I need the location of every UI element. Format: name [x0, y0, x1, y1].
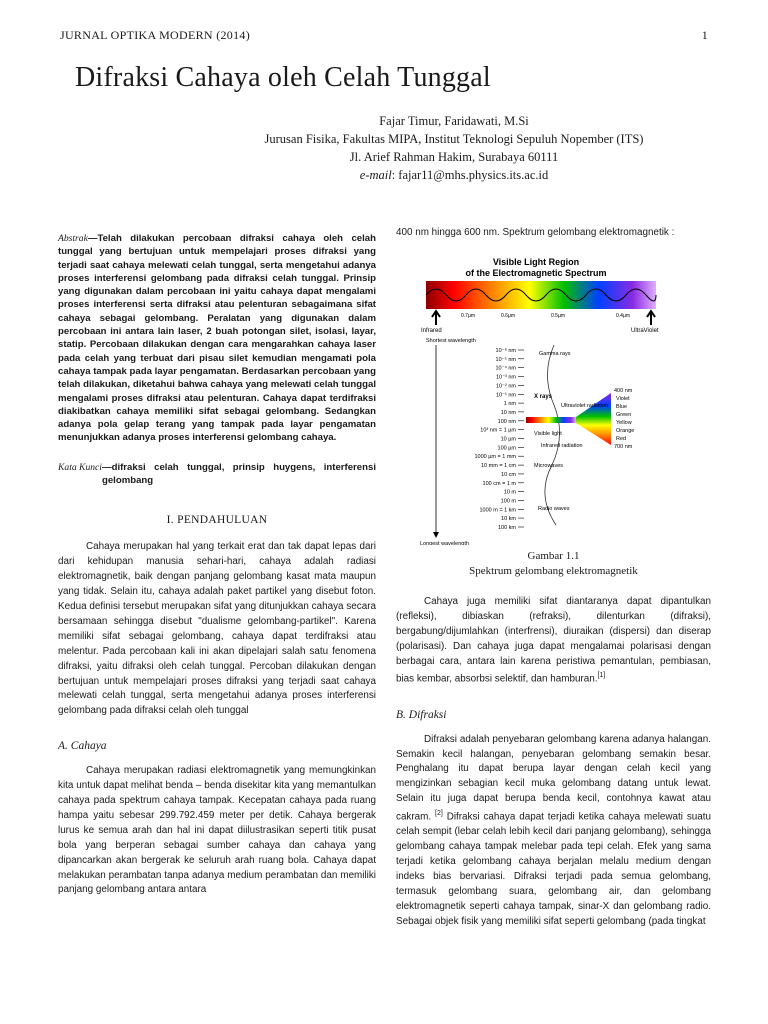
fig-title-1: Visible Light Region [492, 256, 580, 267]
region-xrays: X rays [534, 393, 553, 400]
color-700nm: 700 nm [614, 443, 633, 450]
scale-label: 10 m [503, 489, 516, 496]
spectrum-intro: 400 nm hingga 600 nm. Spektrum gelombang elektromagnetik : [396, 227, 675, 238]
visible-strip [526, 417, 576, 423]
color-orange: Orange [616, 427, 635, 434]
scale-arrow-icon [433, 532, 439, 538]
visible-band [426, 281, 656, 309]
region-radio: Radio waves [538, 505, 570, 512]
author-block [200, 112, 708, 184]
email-label: e-mail [359, 168, 392, 182]
email-line [200, 166, 708, 184]
subsection-heading-cahaya: A. Cahaya [58, 740, 107, 753]
scale-label: 1 nm [503, 401, 516, 408]
em-spectrum-diagram [406, 255, 666, 545]
abstract-text: —Telah dilakukan percobaan difraksi cahaya oleh celah tunggal yang bertujuan untuk mempelajari proses difraksi yang terjadi saat cahaya melewati celah tunggal, serta mengetahui adanya proses interferensi gelombang pada difraksi celah tunggal. Prinsip yang digunakan dalam percobaan ini yaitu cahaya dapat mengalami proses interferensi serta difraksi atau pelenturan sebagaimana sifat cahaya sebagai gelombang. Peralatan yang digunakan dalam percobaan ini antara lain laser, 2 buah potongan silet, isolasi, layar, statip. Percobaan dilakukan dengan cara mengarahkan cahaya laser pada celah yang terbuat dari pisau silet kemudian mengamati pola cahaya tampak pada layar pengamatan. Berdasarkan percobaan yang telah dilakukan, diketahui bahwa cahaya yang melewati celah tunggal mengalami proses difraksi atau pelenturan. Cahaya dapat terdifraksi diakibatkan cahaya memiliki sifat sebagai gelombang. Sedangkan adanya pola gelap terang yang tampak pada layar pengamatan menunjukkan adanya proses interferensi gelombang cahaya. [58, 233, 376, 444]
longest-label: Longest wavelength [420, 540, 469, 545]
color-400nm: 400 nm [614, 387, 633, 394]
color-violet: Violet [616, 395, 630, 402]
scale-label: 10 km [501, 516, 516, 523]
abstract-label: Abstrak [58, 233, 88, 244]
ultraviolet-label: UltraViolet [631, 327, 659, 334]
page-number: 1 [701, 28, 708, 42]
scale-label: 100 µm [497, 445, 516, 452]
infrared-label: Infrared [421, 327, 442, 334]
fig-title-2: of the Electromagnetic Spectrum [465, 267, 607, 278]
journal-title: JURNAL OPTIKA MODERN (2014) [60, 28, 250, 42]
scale-label: 10³ nm = 1 µm [480, 427, 516, 434]
infrared-arrow-icon [432, 311, 440, 325]
scale-label: 100 nm [497, 418, 516, 425]
scale-label: 10 cm [501, 471, 516, 478]
keywords-label: Kata Kunci [58, 461, 102, 473]
cahaya-properties-text: Cahaya juga memiliki sifat diantaranya dapat dipantulkan (refleksi), dibiaskan (refraksi), dilenturkan (difraksi), bergabung/dijumlahkan (interfrensi), diuraikan (dispersi) dan diserap (polarisasi). Dan cahaya juga dapat mengalamai polarisasi dengan berbagai cara, antara lain karena peristiwa pemantulan, pembiasan, bias kembar, absorbsi selektif, dan hamburan. [396, 595, 711, 685]
citation-1[interactable]: [1] [597, 672, 606, 680]
left-column [58, 232, 376, 898]
scale-label: 100 m [500, 498, 516, 505]
color-yellow: Yellow [616, 419, 632, 426]
shortest-label: Shortest wavelength [426, 337, 476, 344]
scale-label: 10⁻⁶ nm [495, 347, 516, 354]
region-gamma: Gamma rays [539, 350, 571, 357]
tick-07: 0.7µm [461, 312, 475, 319]
address: Jl. Arief Rahman Hakim, Surabaya 60111 [349, 150, 559, 164]
cahaya-properties-paragraph [396, 595, 711, 688]
scale-label: 10 mm = 1 cm [481, 463, 516, 470]
tick-04: 0.4µm [616, 312, 630, 319]
cahaya-paragraph: Cahaya merupakan radiasi elektromagnetik yang memungkinkan kita untuk dapat melihat benda – benda disekitar kita yang memantulkan cahaya pada spektrum cahaya tampak. Kecepatan cahaya pada ruang hampa yaitu sebesar 299.792.459 meter per detik. Cahaya bergerak lurus ke semua arah dan hal ini dapat diilustrasikan seperti titik pusat bola yang berperan sebagai sumber cahaya dan cahaya yang dipancarkan akan bergerak ke seluruh arah ruang bola. Cahaya dapat melakukan perambatan tanpa adanya medium perambatan dan memiliki panjang gelombang antara antara [58, 765, 376, 896]
color-blue: Blue [616, 403, 628, 410]
scale-label: 10 µm [500, 436, 516, 443]
citation-2[interactable]: [2] [435, 810, 443, 818]
scale-labels [474, 347, 524, 531]
scale-label: 10 nm [500, 409, 516, 416]
section-heading-intro: I. PENDAHULUAN [166, 514, 268, 527]
tick-05: 0.5µm [551, 312, 565, 319]
running-header [60, 28, 708, 43]
affiliation: Jurusan Fisika, Fakultas MIPA, Institut Teknologi Sepuluh Nopember (ITS) [264, 132, 644, 146]
intro-paragraph: Cahaya merupakan hal yang terkait erat dan tak dapat lepas dari dari kehidupan manusia sehari-hari, cahaya adalah radiasi elektromagnetik, baik dengan panjang gelombang kasat mata maupun yang tidak. Selain itu, cahaya adalah paket partikel yang disebut foton. Kedua definisi tersebut merupakan sifat yang ditunjukkan cahaya secara bersamaan sehingga disebut "dualisme gelombang-partikel". Karena memiliki sifat sebagai gelombang, cahaya dapat terdifraksi atau melentur. Pada percobaan kali ini akan dipelajari salah satu fenomena difraksi, yaitu difraksi oleh celah tunggal. Percoban dilakukan dengan bertujuan untuk mempelajari proses difraksi yang terjadi saat cahaya melewati celah tunggal, serta mengetahui adanya proses interferensi gelombang pada difraksi celah oleh tunggal [58, 541, 376, 717]
difraksi-paragraph [396, 733, 711, 930]
scale-label: 10⁻¹ nm [495, 392, 516, 399]
keywords-text: —difraksi celah tunggal, prinsip huygens, interferensi gelombang [101, 461, 376, 487]
region-ir: Infrared radiation [541, 442, 583, 449]
uv-arrow-icon [647, 311, 655, 325]
author-names: Fajar Timur, Faridawati, M.Si [379, 114, 529, 128]
paper-title: Difraksi Cahaya oleh Celah Tunggal [75, 62, 491, 93]
subsection-heading-difraksi: B. Difraksi [396, 708, 447, 721]
scale-label: 10⁻² nm [495, 383, 516, 390]
color-green: Green [616, 411, 632, 418]
abstract [58, 232, 376, 445]
scale-label: 10⁻⁴ nm [495, 365, 516, 372]
scale-label: 1000 m = 1 km [479, 507, 516, 514]
region-visible: Visible light [534, 430, 562, 437]
scale-label: 1000 µm = 1 mm [474, 454, 516, 461]
region-micro: Microwaves [534, 462, 564, 469]
keywords [58, 461, 376, 488]
scale-label: 10⁻⁵ nm [495, 356, 516, 363]
right-column [396, 226, 711, 930]
difraksi-text-b: Difraksi cahaya dapat terjadi ketika cahaya melewati suatu celah sempit (lebar celah lebih kecil dari panjang gelombang), sehingga gelombang cahaya tampak melebar pada tepi celah. Efek yang sama terjadi ketika gelombang cahaya berjalan melalu medium dengan indeks bias bervariasi. Difraksi terjadi pada semua gelombang, termasuk gelombang suara, gelombang air, dan gelombang elektromagnetik seperti cahaya tampak, sinar-X dan gelombang radio. Sebagai objek fisik yang memiliki sifat seperti gelombang (pada tingkat [396, 811, 711, 927]
caption-text: Spektrum gelombang elektromagnetik [469, 564, 638, 577]
visible-fan [576, 393, 611, 445]
tick-06: 0.6µm [501, 312, 515, 319]
scale-label: 100 cm = 1 m [482, 480, 516, 487]
color-red: Red [616, 435, 627, 442]
figure-em-spectrum [396, 255, 711, 579]
region-uv: Ultraviolet radiation [561, 402, 609, 409]
scale-label: 10⁻³ nm [495, 374, 516, 381]
scale-label: 100 km [497, 524, 516, 531]
caption-number: Gambar 1.1 [527, 549, 580, 562]
figure-caption [396, 549, 711, 579]
difraksi-text-a: Difraksi adalah penyebaran gelombang karena adanya halangan. Semakin kecil halangan, penyebaran gelombang semakin besar. Penghalang itu dapat berupa layar dengan celah kecil yang mengizinkan sebagian kecil muka gelombang datang untuk lewat. Selain itu juga dapat berupa benda kecil, contohnya kawat atau cakram. [396, 733, 711, 823]
email-address[interactable]: : fajar11@mhs.physics.its.ac.id [391, 168, 549, 182]
